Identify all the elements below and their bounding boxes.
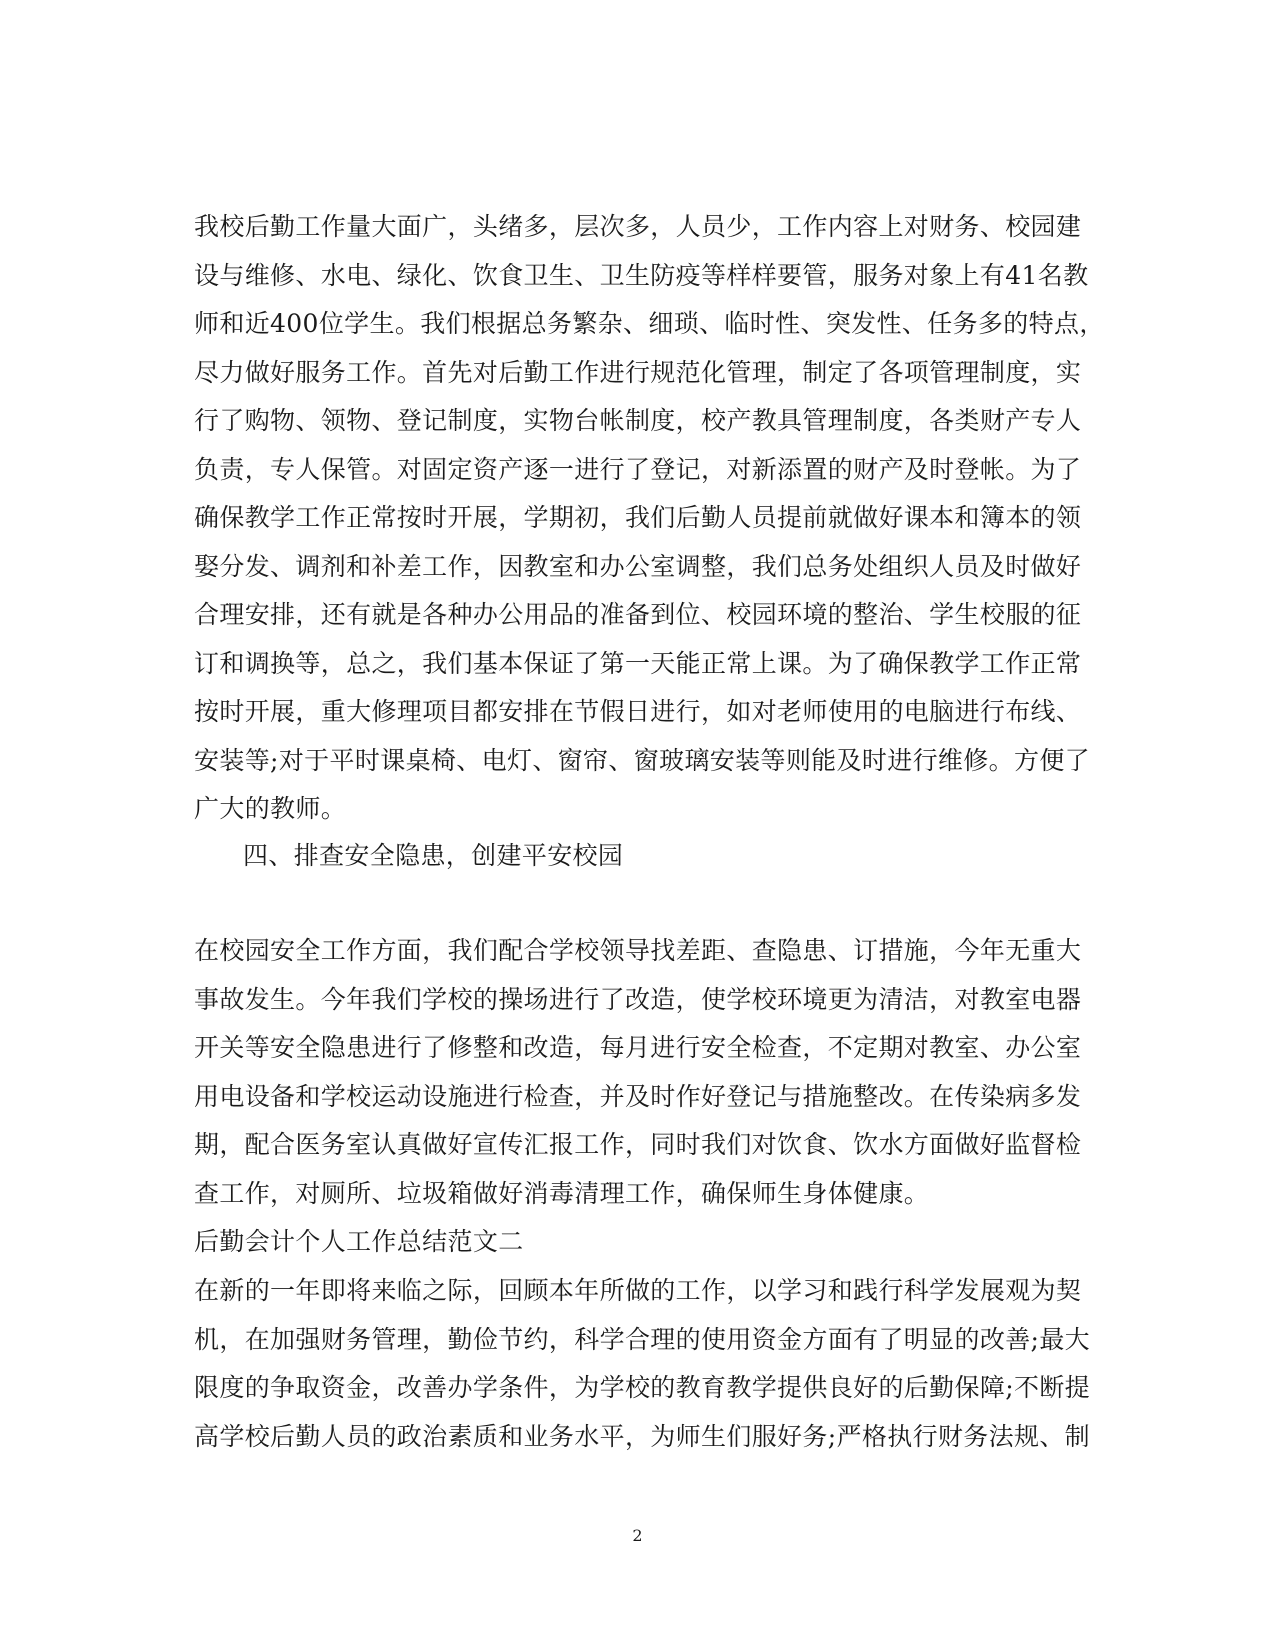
paragraph-line: 合理安排，还有就是各种办公用品的准备到位、校园环境的整治、学生校服的征 <box>194 600 1082 629</box>
paragraph-line: 按时开展，重大修理项目都安排在节假日进行，如对老师使用的电脑进行布线、 <box>194 697 1082 726</box>
paragraph-line: 行了购物、领物、登记制度，实物台帐制度，校产教具管理制度，各类财产专人 <box>194 406 1082 435</box>
paragraph-new-year-review <box>194 1267 1091 1461</box>
paragraph-line: 我校后勤工作量大面广，头绪多，层次多，人员少，工作内容上对财务、校园建 <box>194 212 1082 241</box>
paragraph-line: 设与维修、水电、绿化、饮食卫生、卫生防疫等样样要管，服务对象上有41名教 <box>194 260 1089 290</box>
section-title-text: 后勤会计个人工作总结范文二 <box>194 1227 524 1256</box>
paragraph-line: 安装等;对于平时课桌椅、电灯、窗帘、窗玻璃安装等则能及时进行维修。方便了 <box>194 745 1091 775</box>
paragraph-line: 订和调换等，总之，我们基本保证了第一天能正常上课。为了确保教学工作正常 <box>194 648 1082 678</box>
paragraph-line: 查工作，对厕所、垃圾箱做好消毒清理工作，确保师生身体健康。 <box>194 1178 930 1208</box>
paragraph-line: 娶分发、调剂和补差工作，因教室和办公室调整，我们总务处组织人员及时做好 <box>194 551 1082 581</box>
paragraph-line: 负责，专人保管。对固定资产逐一进行了登记，对新添置的财产及时登帐。为了 <box>194 454 1082 484</box>
paragraph-line: 事故发生。今年我们学校的操场进行了改造，使学校环境更为清洁，对教室电器 <box>194 984 1082 1014</box>
paragraph-logistics-overview <box>194 203 1105 834</box>
paragraph-line: 师和近400位学生。我们根据总务繁杂、细琐、临时性、突发性、任务多的特点， <box>194 309 1105 338</box>
paragraph-line: 确保教学工作正常按时开展，学期初，我们后勤人员提前就做好课本和簿本的领 <box>194 503 1082 532</box>
paragraph-line: 限度的争取资金，改善办学条件，为学校的教育教学提供良好的后勤保障;不断提 <box>194 1373 1091 1402</box>
paragraph-line: 在校园安全工作方面，我们配合学校领导找差距、查隐患、订措施，今年无重大 <box>194 936 1082 965</box>
paragraph-campus-safety <box>194 927 1084 1218</box>
paragraph-line: 开关等安全隐患进行了修整和改造，每月进行安全检查，不定期对教室、办公室 <box>194 1033 1082 1062</box>
section-title-sample-two <box>194 1218 1084 1267</box>
paragraph-line: 在新的一年即将来临之际，回顾本年所做的工作，以学习和践行科学发展观为契 <box>194 1276 1082 1305</box>
paragraph-line: 广大的教师。 <box>194 794 347 823</box>
heading-text: 四、排查安全隐患，创建平安校园 <box>243 841 624 870</box>
page-number: 2 <box>632 1526 643 1545</box>
paragraph-line: 期，配合医务室认真做好宣传汇报工作，同时我们对饮食、饮水方面做好监督检 <box>194 1130 1082 1159</box>
paragraph-line: 高学校后勤人员的政治素质和业务水平，为师生们服好务;严格执行财务法规、制 <box>194 1421 1091 1451</box>
section-heading-safety <box>243 832 1133 881</box>
paragraph-line: 用电设备和学校运动设施进行检查，并及时作好登记与措施整改。在传染病多发 <box>194 1081 1082 1111</box>
paragraph-line: 尽力做好服务工作。首先对后勤工作进行规范化管理，制定了各项管理制度，实 <box>194 357 1082 387</box>
paragraph-line: 机，在加强财务管理，勤俭节约，科学合理的使用资金方面有了明显的改善;最大 <box>194 1324 1091 1354</box>
